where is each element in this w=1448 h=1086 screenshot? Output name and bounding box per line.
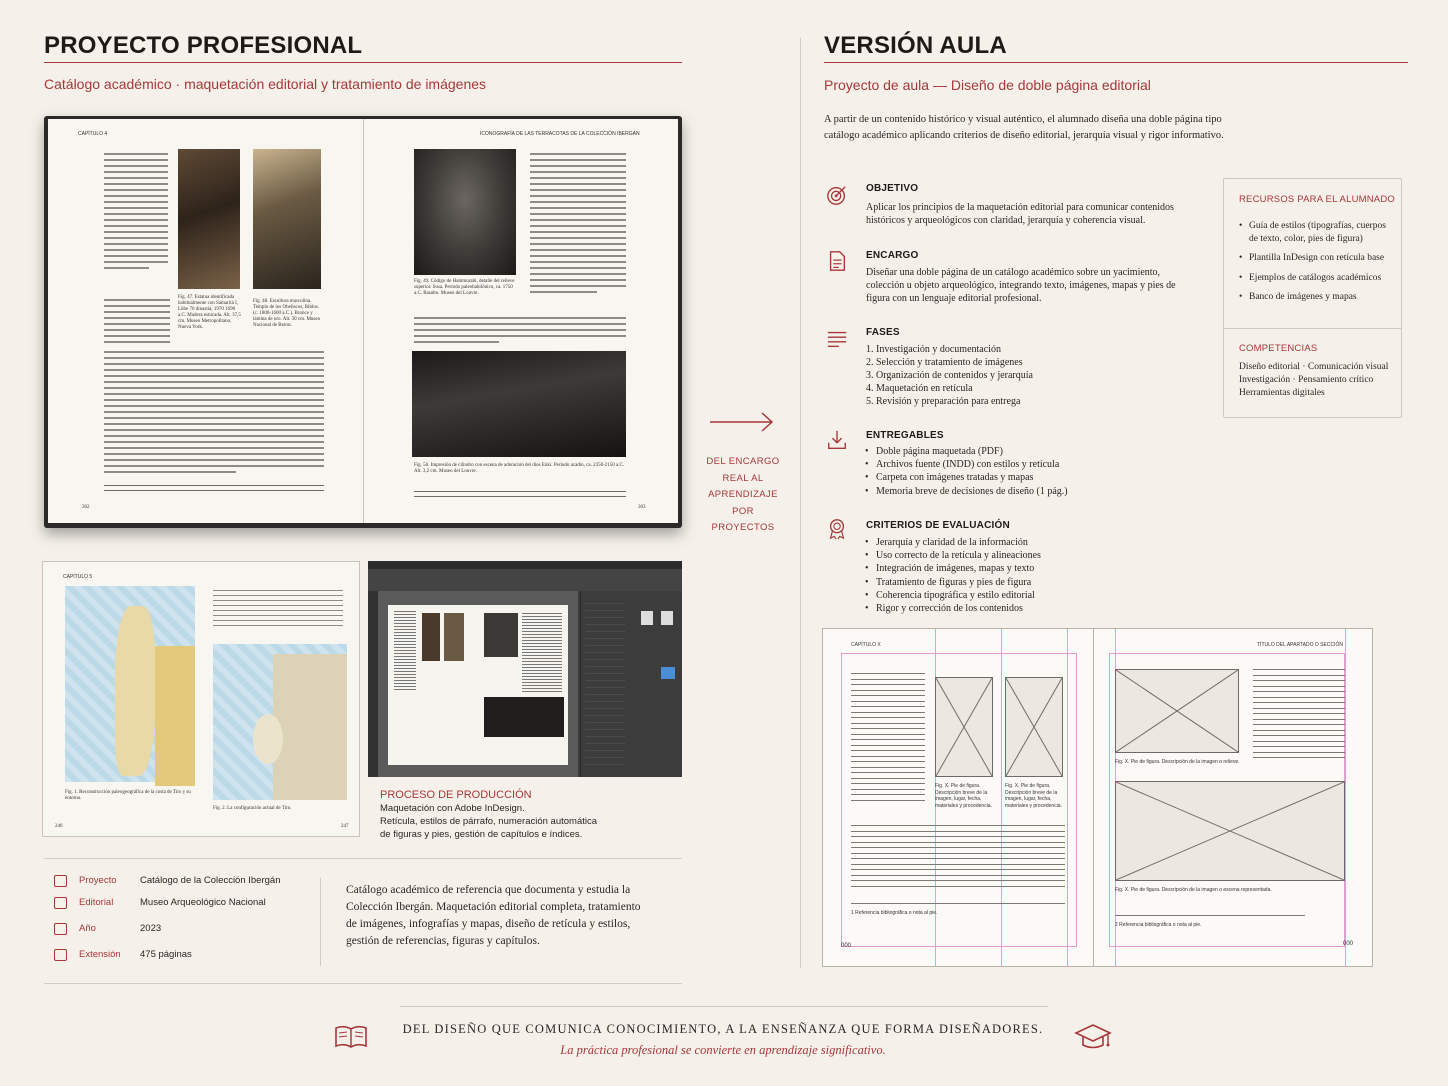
resources-box bbox=[1223, 178, 1402, 418]
book-left-page-number: 302 bbox=[82, 505, 90, 510]
competencias-line-1: Diseño editorial · Comunicación visual bbox=[1239, 362, 1389, 372]
production-line-3: de figuras y pies, gestión de capítulos e índices. bbox=[380, 829, 583, 840]
list-item: • Tratamiento de figuras y pies de figura bbox=[864, 576, 1184, 589]
wireframe-text-col-left bbox=[851, 673, 925, 805]
book-figure-47 bbox=[178, 149, 240, 289]
meta-label: Extensión bbox=[79, 949, 121, 960]
meta-value: Museo Arqueológico Nacional bbox=[140, 897, 266, 908]
list-lines-icon bbox=[826, 328, 848, 350]
column-divider bbox=[800, 38, 801, 968]
book-spread bbox=[44, 116, 682, 528]
right-title: VERSIÓN AULA bbox=[824, 32, 1007, 59]
wireframe-image-placeholder bbox=[1005, 677, 1063, 777]
meta-label: Proyecto bbox=[79, 875, 117, 886]
book-caption-50: Fig. 50. Impresión de cilindro con escena de adoración del dios Enki. Período acadio, ca. 2350-2150 a.C. Alt. 3,2 cm. Museo del Louvre. bbox=[414, 463, 625, 474]
book-right-header: ICONOGRAFÍA DE LAS TERRACOTAS DE LA COLECCIÓN IBERGÁN bbox=[480, 131, 640, 137]
wireframe-text-col-right bbox=[1253, 669, 1345, 763]
indesign-canvas bbox=[378, 591, 578, 777]
graduation-cap-icon bbox=[1074, 1022, 1112, 1052]
criterios-title: CRITERIOS DE EVALUACIÓN bbox=[866, 520, 1010, 531]
wireframe-image-placeholder bbox=[1115, 781, 1345, 881]
map-header: CAPÍTULO 5 bbox=[63, 574, 93, 580]
list-item: 4. Maquetación en retícula bbox=[866, 383, 973, 394]
list-item: • Uso correcto de la retícula y alineaciones bbox=[864, 549, 1184, 562]
list-item: • Plantilla InDesign con retícula base bbox=[1239, 252, 1393, 265]
indesign-tools-panel bbox=[368, 591, 378, 777]
map-spread bbox=[42, 561, 360, 837]
list-item: • Doble página maquetada (PDF) bbox=[864, 445, 1184, 458]
map-figure-1 bbox=[65, 586, 195, 782]
criterios-list bbox=[864, 536, 1184, 615]
indesign-panels bbox=[580, 591, 682, 777]
map-page-left: 246 bbox=[55, 824, 63, 829]
left-title-rule bbox=[44, 62, 682, 63]
transition-line-4: POR PROYECTOS bbox=[711, 505, 775, 534]
fases-title: FASES bbox=[866, 327, 900, 338]
resources-divider bbox=[1224, 328, 1401, 329]
wireframe-footnote-rule bbox=[851, 903, 1065, 904]
briefcase-icon bbox=[54, 875, 67, 887]
left-title: PROYECTO PROFESIONAL bbox=[44, 32, 363, 59]
wireframe-caption-a: Fig. X. Pie de figura. Descripción breve de la imagen, lugar, fecha, materiales y procedencia. bbox=[935, 783, 992, 809]
wireframe-image-placeholder bbox=[1115, 669, 1239, 753]
objetivo-title: OBJETIVO bbox=[866, 183, 919, 194]
book-right-page-number: 303 bbox=[638, 505, 646, 510]
list-item: • Coherencia tipográfica y estilo editorial bbox=[864, 589, 1184, 602]
footer-subtagline: La práctica profesional se convierte en aprendizaje significativo. bbox=[560, 1043, 886, 1057]
fases-list bbox=[866, 343, 1186, 408]
wireframe-guide bbox=[1067, 629, 1068, 966]
wireframe-note-right: 2 Referencia bibliográfica o nota al pie. bbox=[1115, 922, 1202, 928]
book-left-footnote bbox=[104, 485, 324, 495]
award-ribbon-icon bbox=[826, 518, 848, 540]
list-item: • Integración de imágenes, mapas y texto bbox=[864, 562, 1184, 575]
wireframe-caption-b: Fig. X. Pie de figura. Descripción breve de la imagen, lugar, fecha, materiales y procedencia. bbox=[1005, 783, 1062, 809]
target-icon bbox=[826, 184, 848, 206]
book-figure-50 bbox=[412, 351, 626, 457]
map-page-right: 247 bbox=[341, 824, 349, 829]
indesign-toolbar bbox=[368, 569, 682, 591]
objetivo-text: Aplicar los principios de la maquetación editorial para comunicar contenidos históricos y arqueológicos con claridad, jerarquía y coherencia visual. bbox=[866, 202, 1174, 226]
book-left-header: CAPÍTULO 4 bbox=[78, 131, 108, 137]
production-line-2: Retícula, estilos de párrafo, numeración automática bbox=[380, 816, 598, 827]
left-subtitle: Catálogo académico · maquetación editorial y tratamiento de imágenes bbox=[44, 76, 487, 92]
wireframe-image-placeholder bbox=[935, 677, 993, 777]
map-caption-2: Fig. 2. La configuración actual de Tiro. bbox=[213, 806, 292, 811]
wireframe-text-full-left bbox=[851, 825, 1065, 891]
document-list-icon bbox=[826, 250, 848, 272]
wireframe-guide bbox=[1001, 629, 1002, 966]
competencias-line-3: Herramientas digitales bbox=[1239, 388, 1325, 398]
book-left-text-body bbox=[104, 299, 170, 347]
book-right-footnote bbox=[414, 491, 626, 501]
transition-line-3: APRENDIZAJE bbox=[708, 489, 778, 501]
footer-rule bbox=[400, 1006, 1048, 1007]
list-item: 2. Selección y tratamiento de imágenes bbox=[866, 357, 1023, 368]
encargo-text: Diseñar una doble página de un catálogo académico sobre un yacimiento, colección u objeto arqueológico, integrando texto, imágenes, mapas y pies de figura con un lenguaje editorial profesional. bbox=[866, 267, 1176, 304]
indesign-menubar bbox=[368, 561, 682, 569]
production-line-1: Maquetación con Adobe InDesign. bbox=[380, 803, 525, 814]
book-caption-47: Fig. 47. Estatua identificada habitualmente con Samaritá I, Lübe 70 dinastía, 1970 1690 a.C. Madera estucada. Alt. 37,5 cm. Museo Metropolitano, Nueva York. bbox=[178, 295, 241, 330]
document-icon bbox=[54, 949, 67, 961]
meta-value: Catálogo de la Colección Ibergán bbox=[140, 875, 281, 886]
meta-bottom-rule bbox=[44, 983, 682, 984]
download-icon bbox=[826, 429, 848, 451]
list-item: • Guía de estilos (tipografías, cuerpos de texto, color, pies de figura) bbox=[1239, 220, 1393, 245]
encargo-title: ENCARGO bbox=[866, 250, 919, 261]
book-left-page bbox=[48, 119, 364, 523]
meta-divider bbox=[320, 878, 321, 966]
entregables-title: ENTREGABLES bbox=[866, 430, 944, 441]
meta-label: Editorial bbox=[79, 897, 114, 908]
right-title-rule bbox=[824, 62, 1408, 63]
right-intro: A partir de un contenido histórico y visual auténtico, el alumnado diseña una doble página tipo catálogo académico aplicando criterios de diseño editorial, jerarquía visual y rigor informativo. bbox=[824, 114, 1224, 141]
wireframe-header-right: TÍTULO DEL APARTADO O SECCIÓN bbox=[1257, 642, 1343, 648]
transition-line-1: DEL ENCARGO bbox=[706, 456, 780, 467]
wireframe-header-left: CAPÍTULO X bbox=[851, 642, 881, 648]
project-description: Catálogo académico de referencia que documenta y estudia la Colección Ibergán. Maquetación editorial completa, tratamiento de imágenes, infografías y mapas, diseño de retícula y estilos, gestión de referencias, figuras y capítulos. bbox=[346, 884, 641, 947]
list-item: 3. Organización de contenidos y jerarquía bbox=[866, 370, 1033, 381]
book-right-text-full bbox=[414, 317, 626, 347]
wireframe-page-right: 000 bbox=[1343, 941, 1354, 947]
resources-title: RECURSOS PARA EL ALUMNADO bbox=[1239, 194, 1395, 205]
list-item: • Archivos fuente (INDD) con estilos y retícula bbox=[864, 458, 1184, 471]
list-item: 1. Investigación y documentación bbox=[866, 344, 1001, 355]
list-item: • Banco de imágenes y mapas bbox=[1239, 291, 1393, 304]
wireframe-caption-c: Fig. X. Pie de figura. Descripción de la imagen o relieve. bbox=[1115, 759, 1240, 765]
book-caption-49: Fig. 49. Código de Hammurabi, detalle del relieve superior. Susa. Período paleobabilónico, ca. 1750 a.C. Basalto. Museo del Louvre. bbox=[414, 279, 515, 296]
calendar-icon bbox=[54, 923, 67, 935]
wireframe-page-left: 000 bbox=[841, 943, 852, 949]
competencias-title: COMPETENCIAS bbox=[1239, 343, 1318, 354]
wireframe-spread bbox=[822, 628, 1373, 967]
map-caption-1: Fig. 1. Reconstrucción paleogeográfica de la costa de Tiro y su entorno. bbox=[65, 790, 191, 801]
indesign-screenshot bbox=[368, 561, 682, 777]
open-book-icon bbox=[334, 1024, 368, 1050]
list-item: • Ejemplos de catálogos académicos bbox=[1239, 272, 1393, 285]
wireframe-caption-d: Fig. X. Pie de figura. Descripción de la imagen o escena representada. bbox=[1115, 887, 1272, 893]
wireframe-guide bbox=[1345, 629, 1346, 966]
book-right-page bbox=[364, 119, 678, 523]
book-left-text-full bbox=[104, 351, 324, 477]
list-item: • Rigor y corrección de los contenidos bbox=[864, 602, 1184, 615]
meta-value: 2023 bbox=[140, 923, 162, 934]
building-icon bbox=[54, 897, 67, 909]
meta-label: Año bbox=[79, 923, 96, 934]
list-item: 5. Revisión y preparación para entrega bbox=[866, 396, 1021, 407]
meta-value: 475 páginas bbox=[140, 949, 192, 960]
wireframe-note-left: 1 Referencia bibliográfica o nota al pie. bbox=[851, 910, 938, 916]
competencias-line-2: Investigación · Pensamiento crítico bbox=[1239, 375, 1374, 385]
list-item: • Carpeta con imágenes tratadas y mapas bbox=[864, 471, 1184, 484]
meta-top-rule bbox=[44, 858, 682, 859]
footer-tagline: DEL DISEÑO QUE COMUNICA CONOCIMIENTO, A LA ENSEÑANZA QUE FORMA DISEÑADORES. bbox=[402, 1022, 1044, 1036]
wireframe-footnote-rule bbox=[1115, 915, 1305, 916]
list-item: • Jerarquía y claridad de la información bbox=[864, 536, 1184, 549]
entregables-list bbox=[864, 445, 1184, 498]
book-left-text-col bbox=[104, 153, 168, 273]
production-title: PROCESO DE PRODUCCIÓN bbox=[380, 789, 532, 801]
book-right-text-col bbox=[530, 153, 626, 297]
arrow-right-icon bbox=[708, 410, 776, 434]
transition-text bbox=[700, 454, 786, 537]
wireframe-gutter bbox=[1093, 629, 1094, 966]
resources-list bbox=[1239, 220, 1393, 311]
list-item: • Memoria breve de decisiones de diseño (1 pág.) bbox=[864, 485, 1184, 498]
book-figure-49 bbox=[414, 149, 516, 275]
book-caption-48: Fig. 48. Escultura masculina. Templo de los Obeliscos, Biblos. (c. 1800-1600 a.C.). Bronce y lámina de oro. Alt. 30 cm. Museo Nacional de Beirut. bbox=[253, 299, 321, 328]
map-text-col bbox=[213, 590, 343, 630]
transition-line-2: REAL AL bbox=[722, 472, 764, 484]
book-figure-48 bbox=[253, 149, 321, 289]
map-figure-2 bbox=[213, 644, 347, 800]
right-subtitle: Proyecto de aula — Diseño de doble página editorial bbox=[824, 77, 1151, 93]
